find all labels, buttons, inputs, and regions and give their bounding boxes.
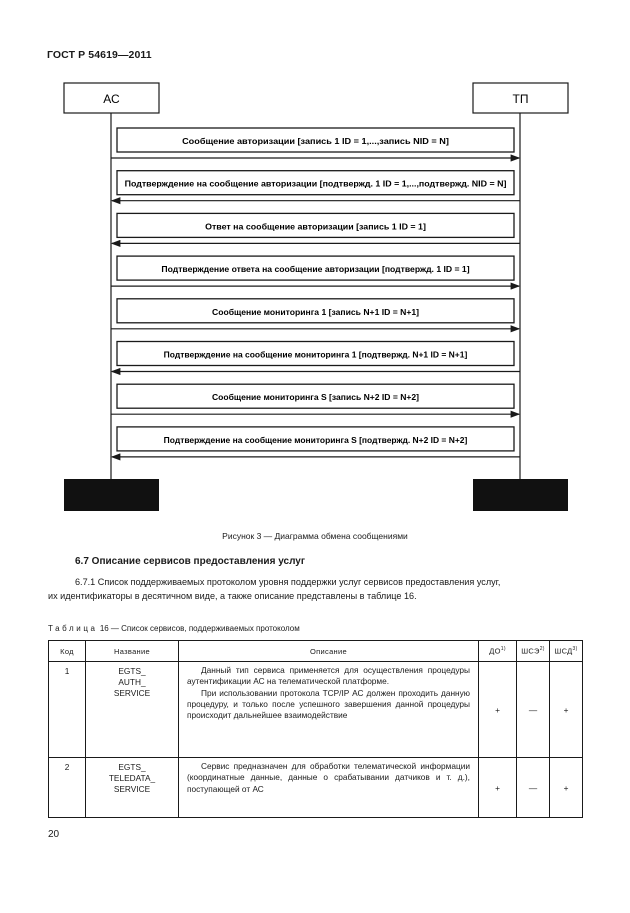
cell-code: 1 — [49, 662, 86, 758]
message-label: Ответ на сообщение авторизации [запись 1 ID = 1] — [205, 222, 427, 232]
col-header-shsd: ШСД$^{3)}$ — [550, 641, 583, 662]
cell-description: Сервис предназначен для обработки телематической информации (координатные данные, данные о срабатывании датчиков и т. д.), поступающей от АС — [179, 758, 479, 818]
col-header-name: Название — [86, 641, 179, 662]
message-list — [111, 128, 520, 457]
section-paragraph — [48, 575, 585, 603]
cell-do: + — [479, 758, 517, 818]
actor-end-block-as — [64, 479, 159, 511]
actor-label-tp: ТП — [512, 92, 529, 106]
message-label: Сообщение мониторинга S [запись N+2 ID = N+2] — [212, 393, 420, 403]
paragraph-line-1: 6.7.1 Список поддерживаемых протоколом уровня поддержки услуг сервисов предоставления услуг, — [75, 577, 501, 587]
cell-description: Данный тип сервиса применяется для осуществления процедуры аутентификации АС на телематической платформе. При использовании протокола TCP/IP АС должен проходить данную процедуру, и только после успешного завершения данной процедуры происходит дальнейшее взаимодействие — [179, 662, 479, 758]
table-header-row — [49, 641, 583, 662]
table-row — [49, 662, 583, 758]
message-label: Подтверждение ответа на сообщение авторизации [подтвержд. 1 ID = 1] — [161, 265, 470, 275]
message-label: Сообщение мониторинга 1 [запись N+1 ID = N+1] — [212, 307, 420, 317]
cell-code: 2 — [49, 758, 86, 818]
col-header-shse: ШСЭ$^{2)}$ — [517, 641, 550, 662]
cell-do: + — [479, 662, 517, 758]
page-number: 20 — [48, 829, 60, 840]
table-caption-prefix: Таблица — [48, 624, 98, 633]
table-caption-text: 16 — Список сервисов, поддерживаемых протоколом — [99, 624, 300, 633]
col-header-description: Описание — [179, 641, 479, 662]
col-header-code: Код — [49, 641, 86, 662]
actor-end-block-tp — [473, 479, 568, 511]
section-title: 6.7 Описание сервисов предоставления услуг — [75, 556, 306, 567]
cell-name: EGTS_ AUTH_ SERVICE — [86, 662, 179, 758]
col-header-do: ДО$^{1)}$ — [479, 641, 517, 662]
message-label: Сообщение авторизации [запись 1 ID = 1,...,запись NID = N] — [182, 137, 450, 146]
cell-name: EGTS_ TELEDATA_ SERVICE — [86, 758, 179, 818]
services-table — [48, 640, 583, 818]
figure-caption: Рисунок 3 — Диаграмма обмена сообщениями — [222, 531, 408, 541]
cell-shse: — — [517, 758, 550, 818]
table-row — [49, 758, 583, 818]
paragraph-line-2: их идентификаторы в десятичном виде, а также описание представлены в таблице 16. — [48, 591, 417, 601]
document-code-header: ГОСТ Р 54619—2011 — [47, 49, 152, 61]
message-label: Подтверждение на сообщение мониторинга S [подтвержд. N+2 ID = N+2] — [163, 435, 468, 445]
message-label: Подтверждение на сообщение авторизации [подтвержд. 1 ID = 1,...,подтвержд. NID = N] — [124, 179, 507, 189]
actor-label-as: АС — [103, 92, 120, 106]
cell-shsd: + — [550, 662, 583, 758]
cell-shsd: + — [550, 758, 583, 818]
message-label: Подтверждение на сообщение мониторинга 1 [подтвержд. N+1 ID = N+1] — [163, 350, 468, 360]
cell-shse: — — [517, 662, 550, 758]
table-caption — [48, 624, 300, 633]
